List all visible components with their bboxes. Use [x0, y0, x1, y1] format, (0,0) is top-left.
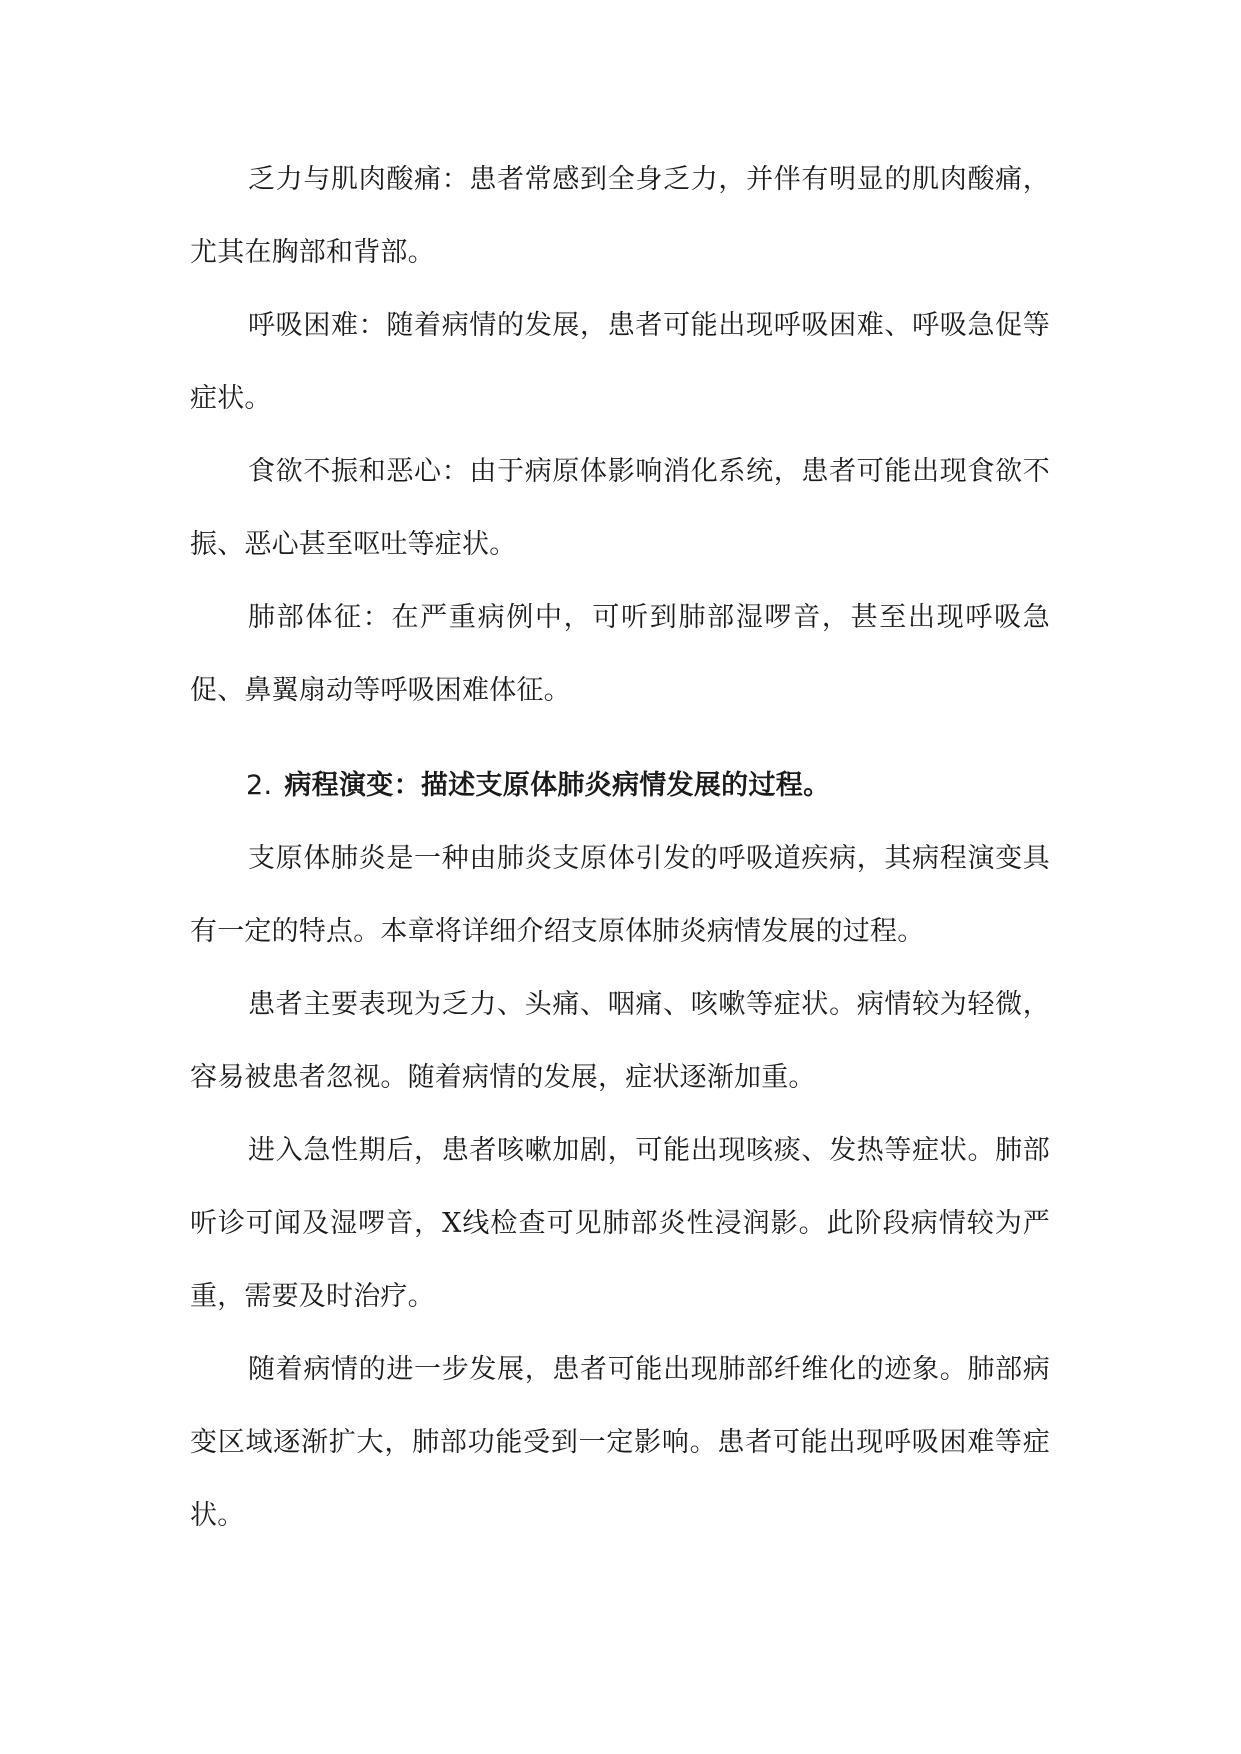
symptom-appetite-paragraph: 食欲不振和恶心：由于病原体影响消化系统，患者可能出现食欲不振、恶心甚至呕吐等症状。 — [190, 456, 1050, 560]
section-2-number: 2. — [246, 770, 273, 801]
document-body — [190, 143, 1050, 1552]
section-2-heading — [190, 749, 1050, 822]
symptom-dyspnea-paragraph: 呼吸困难：随着病情的发展，患者可能出现呼吸困难、呼吸急促等症状。 — [190, 310, 1050, 414]
course-early-stage-paragraph: 患者主要表现为乏力、头痛、咽痛、咳嗽等症状。病情较为轻微，容易被患者忽视。随着病情的发展，症状逐渐加重。 — [190, 989, 1050, 1093]
section-2-title: 病程演变：描述支原体肺炎病情发展的过程。 — [284, 770, 831, 801]
symptom-lung-signs-paragraph: 肺部体征：在严重病例中，可听到肺部湿啰音，甚至出现呼吸急促、鼻翼扇动等呼吸困难体征。 — [190, 602, 1050, 706]
course-fibrosis-stage-paragraph: 随着病情的进一步发展，患者可能出现肺部纤维化的迹象。肺部病变区域逐渐扩大，肺部功能受到一定影响。患者可能出现呼吸困难等症状。 — [190, 1354, 1050, 1531]
course-acute-stage-paragraph: 进入急性期后，患者咳嗽加剧，可能出现咳痰、发热等症状。肺部听诊可闻及湿啰音，X线检查可见肺部炎性浸润影。此阶段病情较为严重，需要及时治疗。 — [190, 1135, 1050, 1312]
course-intro-paragraph: 支原体肺炎是一种由肺炎支原体引发的呼吸道疾病，其病程演变具有一定的特点。本章将详细介绍支原体肺炎病情发展的过程。 — [190, 843, 1050, 947]
symptom-fatigue-paragraph: 乏力与肌肉酸痛：患者常感到全身乏力，并伴有明显的肌肉酸痛，尤其在胸部和背部。 — [190, 164, 1050, 268]
